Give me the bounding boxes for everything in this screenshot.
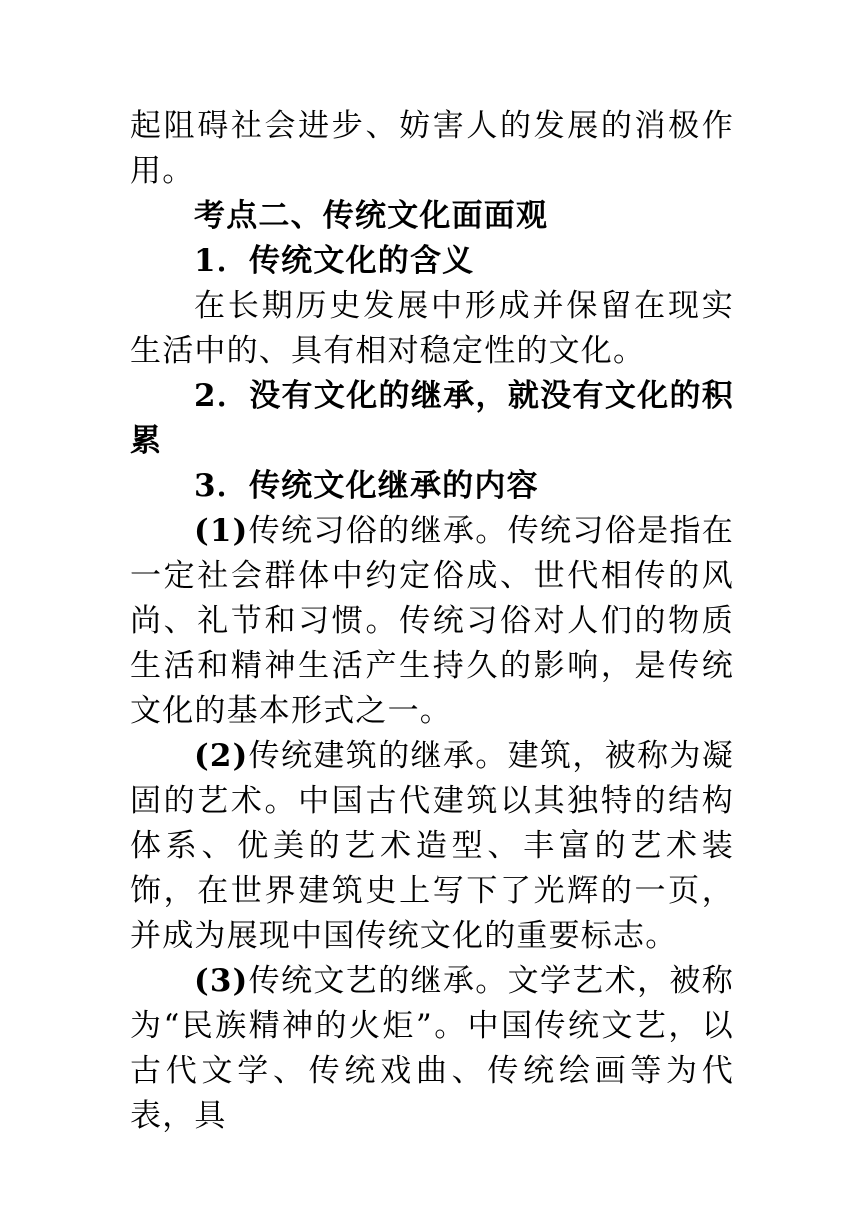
- paragraph-arts: [130, 959, 734, 1139]
- subheading-2: 2．没有文化的继承，就没有文化的积累: [130, 378, 734, 459]
- subheading-3: 3．传统文化继承的内容: [194, 468, 539, 504]
- item-number: (1): [194, 513, 249, 549]
- paragraph-text: 传统文艺的继承。文学艺术，被称为“民族精神的火炬”。中国传统文艺，以古代文学、传统戏曲、传统绘画等为代表，具: [130, 963, 734, 1134]
- subheading-1: 1．传统文化的含义: [194, 243, 475, 279]
- item-number: (2): [194, 738, 249, 774]
- document-page: [130, 104, 734, 1139]
- item-number: (3): [194, 963, 249, 999]
- paragraph-text: 传统建筑的继承。建筑，被称为凝固的艺术。中国古代建筑以其独特的结构体系、优美的艺术造型、丰富的艺术装饰，在世界建筑史上写下了光辉的一页，并成为展现中国传统文化的重要标志。: [130, 738, 734, 954]
- section-heading: 考点二、传统文化面面观: [194, 198, 549, 234]
- paragraph-continuation: 起阻碍社会进步、妨害人的发展的消极作用。: [130, 108, 734, 189]
- paragraph-text: 传统习俗的继承。传统习俗是指在一定社会群体中约定俗成、世代相传的风尚、礼节和习惯。传统习俗对人们的物质生活和精神生活产生持久的影响，是传统文化的基本形式之一。: [130, 513, 734, 729]
- paragraph-customs: [130, 509, 734, 734]
- paragraph-architecture: [130, 734, 734, 959]
- paragraph-definition: 在长期历史发展中形成并保留在现实生活中的、具有相对稳定性的文化。: [130, 288, 734, 369]
